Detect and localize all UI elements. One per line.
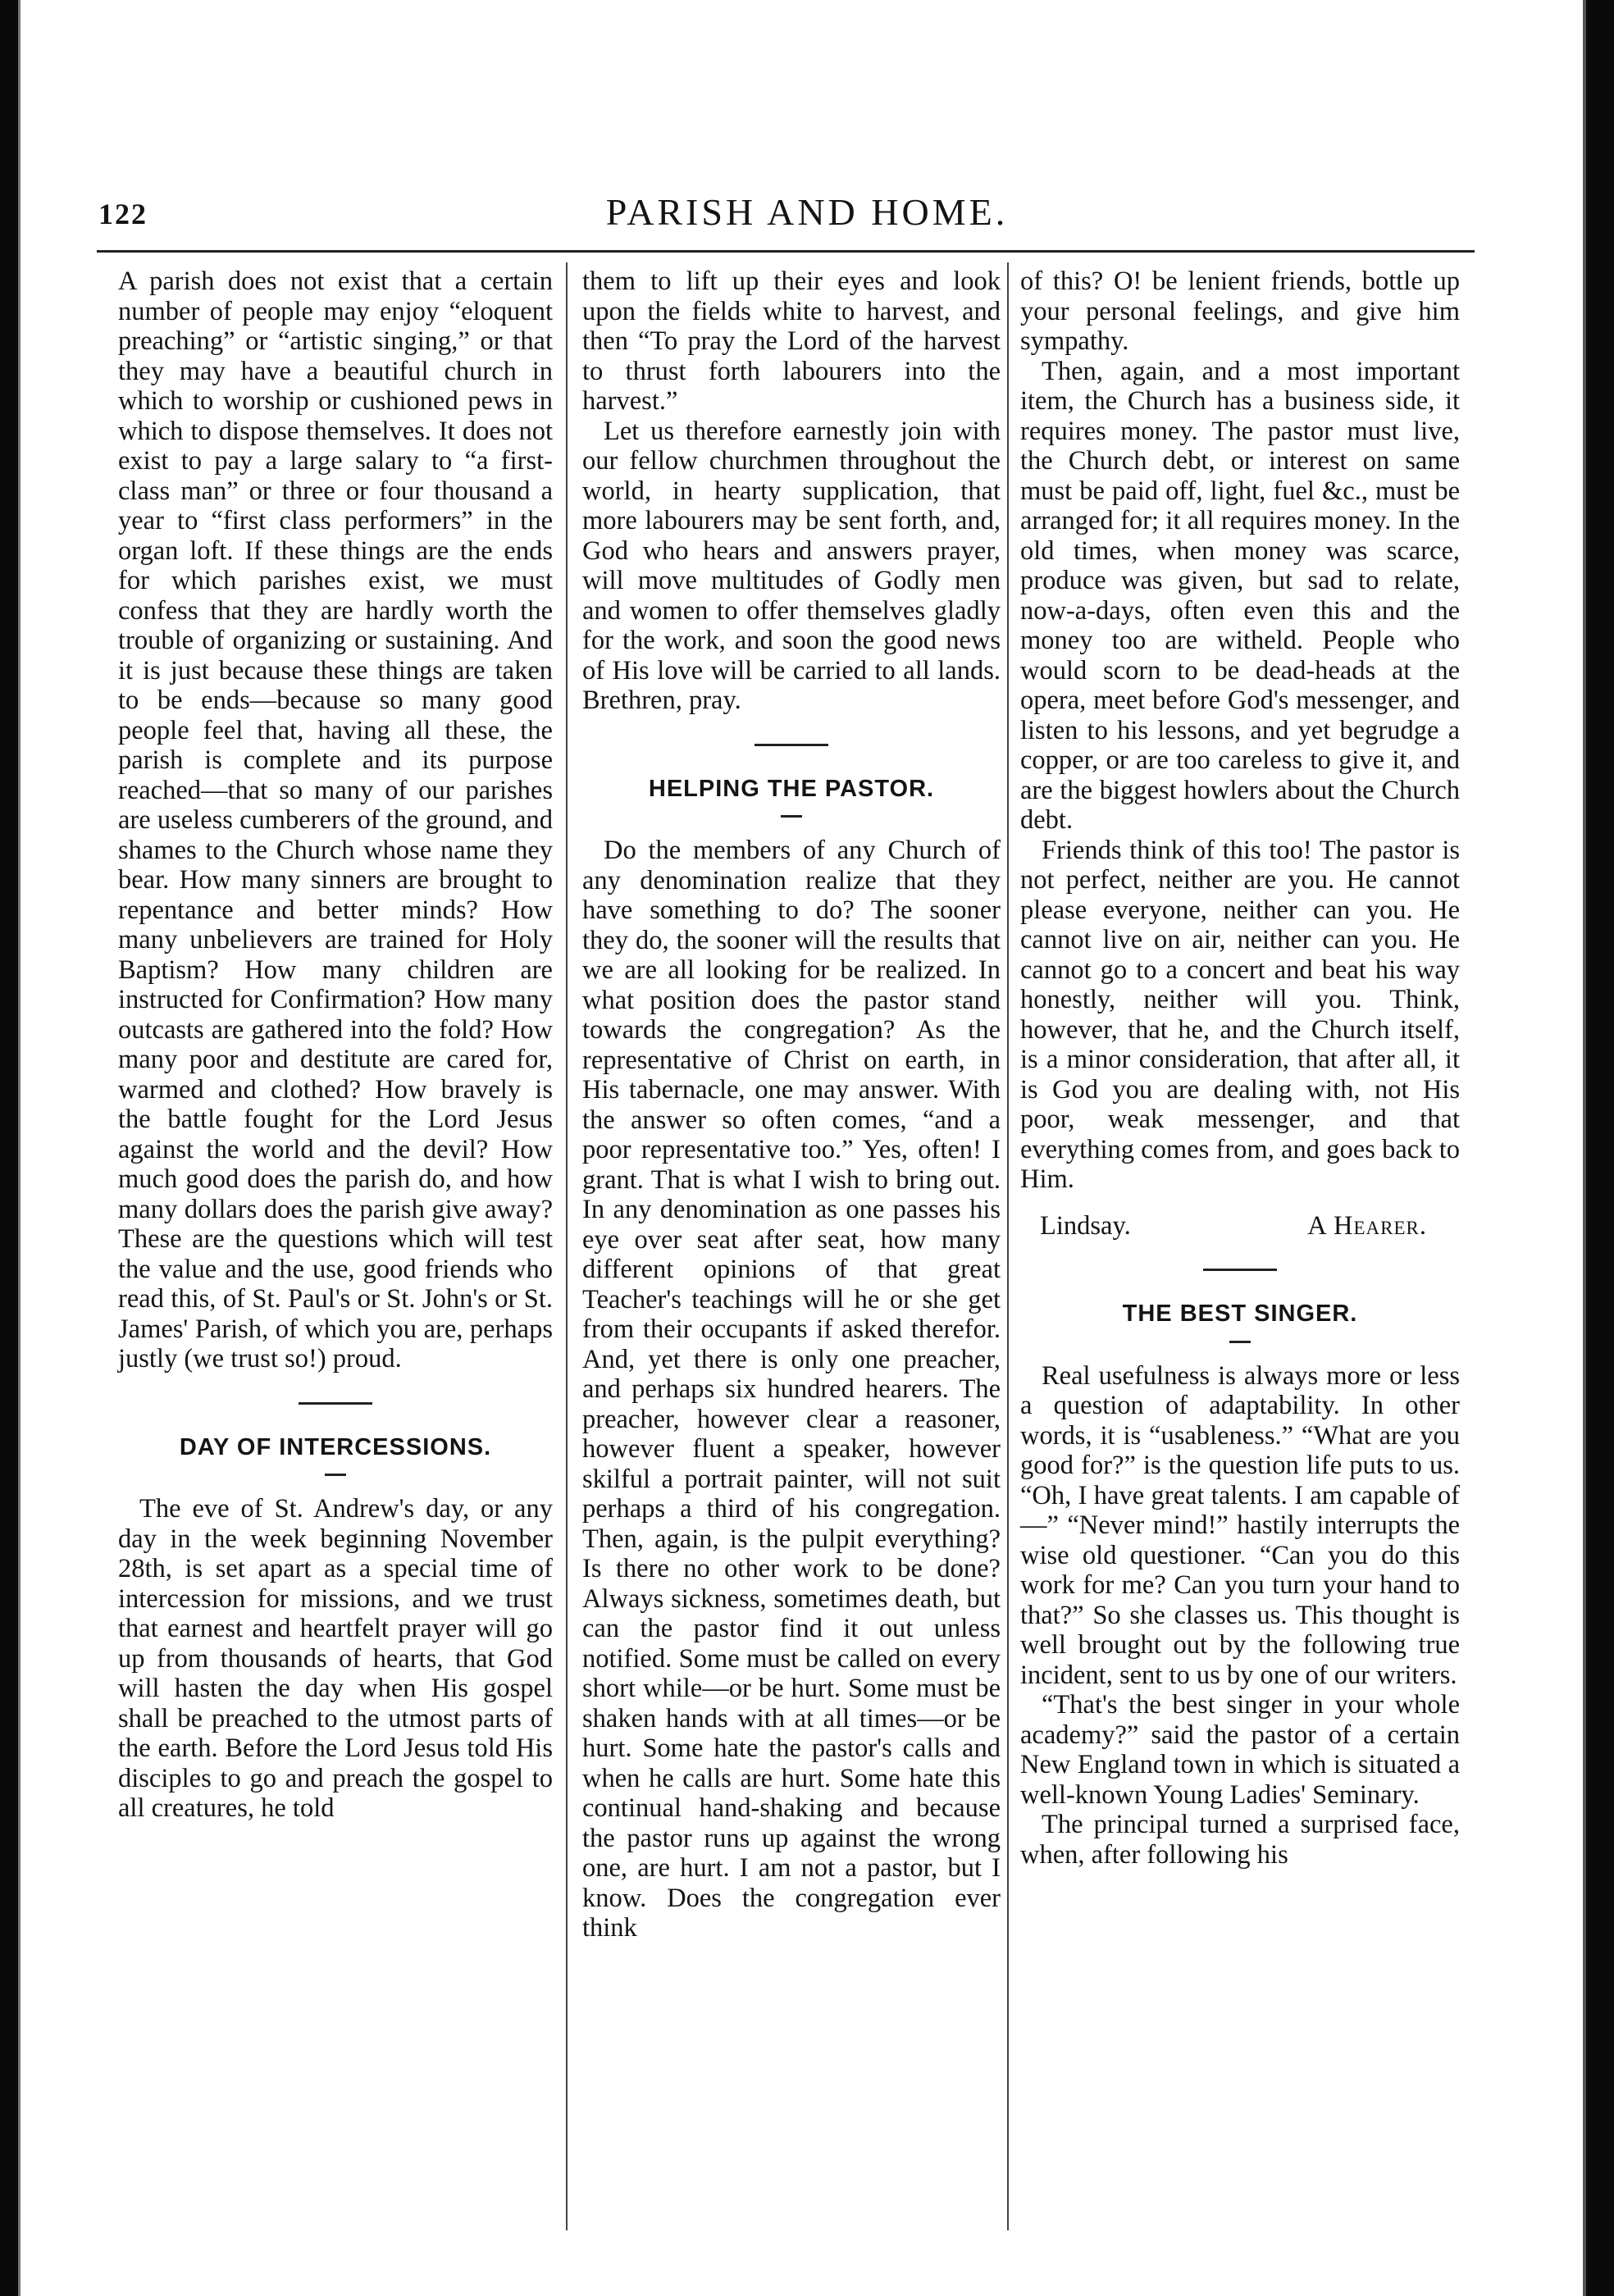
- article-paragraph: Friends think of this too! The pastor is not perfect, neither are you. He cannot please everyone, neither can you. He cannot live on air, neither can you. He cannot go to a concert and beat his way honestly, neither will you. Think, however, that he, and the Church itself, is a minor consideration, that after all, it is God you are dealing with, not His poor, weak messenger, and that everything comes from, and goes back to Him.: [1020, 835, 1460, 1194]
- article-paragraph: “That's the best singer in your whole academy?” said the pastor of a certain New England town in which is situated a well-known Young Ladies' Seminary.: [1020, 1690, 1460, 1810]
- article-heading-helping-pastor: HELPING THE PASTOR.: [648, 775, 935, 802]
- article-separator: [755, 744, 828, 746]
- scan-border-right-shade: [1583, 0, 1586, 2296]
- column-3: [1020, 266, 1460, 1870]
- article-paragraph: Then, again, and a most important item, the Church has a business side, it requires money. The pastor must live, the Church debt, or interest on same must be paid off, light, fuel &c., must be arranged for; it all requires money. In the old times, when money was scarce, produce was given, but sad to relate, now-a-days, often even this and the money too are witheld. People who would scorn to be dead-heads at the opera, meet before God's messenger, and listen to his lessons, and yet begrudge a copper, or are too careless to give it, and are the biggest howlers about the Church debt.: [1020, 356, 1460, 835]
- signature-line: [1040, 1211, 1460, 1241]
- article-paragraph: A parish does not exist that a certain number of people may enjoy “eloquent preaching” or “artistic singing,” or that they may have a beautiful church in which to worship or cushioned pews in which to dispose themselves. It does not exist to pay a large salary to “a first-class man” or three or four thousand a year to “first class performers” in the organ loft. If these things are the ends for which parishes exist, we must confess that they are hardly worth the trouble of organizing or sustaining. And it is just because these things are taken to be ends—because so many good people feel that, having all these, the parish is complete and its purpose reached—that so many of our parishes are useless cumberers of the ground, and shames to the Church whose name they bear. How many sinners are brought to repentance and better minds? How many unbelievers are trained for Holy Baptism? How many children are instructed for Confirmation? How many outcasts are gathered into the fold? How many poor and destitute are cared for, warmed and clothed? How bravely is the battle fought for the Lord Jesus against the world and the devil? How much good does the parish do, and how many dollars does the parish give away? These are the questions which will test the value and the use, good friends who read this, of St. Paul's or St. John's or St. James' Parish, of which you are, perhaps justly (we trust so!) proud.: [118, 266, 553, 1374]
- article-paragraph: them to lift up their eyes and look upon the fields white to harvest, and then “To pray the Lord of the harvest to thrust forth labourers into the harvest.”: [582, 266, 1001, 416]
- column-rule-2: [1007, 262, 1009, 2230]
- column-rule-1: [566, 262, 568, 2230]
- scan-border-right: [1586, 0, 1614, 2296]
- column-1: [118, 266, 553, 1824]
- scan-border-left: [0, 0, 18, 2296]
- header-rule: [97, 250, 1475, 253]
- heading-dash: [1229, 1341, 1251, 1343]
- page-number: 122: [98, 198, 148, 230]
- heading-dash: [781, 815, 802, 818]
- article-paragraph: of this? O! be lenient friends, bottle up your personal feelings, and give him sympathy.: [1020, 266, 1460, 356]
- article-separator: [299, 1402, 372, 1405]
- article-paragraph: Let us therefore earnestly join with our fellow churchmen throughout the world, in hearty supplication, that more labourers may be sent forth, and, God who hears and answers prayer, will move multitudes of Godly men and women to offer themselves gladly for the work, and soon the good news of His love will be carried to all lands. Brethren, pray.: [582, 416, 1001, 715]
- running-head: PARISH AND HOME.: [605, 191, 1009, 233]
- scan-border-left-shade: [18, 0, 21, 2296]
- column-2: [582, 266, 1001, 1943]
- heading-dash: [325, 1474, 346, 1476]
- article-paragraph: The principal turned a surprised face, when, after following his: [1020, 1810, 1460, 1870]
- article-paragraph: The eve of St. Andrew's day, or any day in the week beginning November 28th, is set apart as a special time of intercession for missions, and we trust that earnest and heartfelt prayer will go up from thousands of hearts, that God will hasten the day when His gospel shall be preached to the utmost parts of the earth. Before the Lord Jesus told His disciples to go and preach the gospel to all creatures, he told: [118, 1494, 553, 1823]
- signature-place: Lindsay.: [1040, 1210, 1131, 1241]
- article-heading-intercessions: DAY OF INTERCESSIONS.: [179, 1433, 492, 1460]
- article-separator: [1203, 1269, 1277, 1271]
- article-paragraph: Real usefulness is always more or less a question of adaptability. In other words, it is “usableness.” “What are you good for?” is the question life puts to us. “Oh, I have great talents. I am capable of—” “Never mind!” hastily interrupts the wise old questioner. “Can you do this work for me? Can you turn your hand to that?” So she classes us. This thought is well brought out by the following true incident, sent to us by one of our writers.: [1020, 1360, 1460, 1690]
- article-heading-best-singer: THE BEST SINGER.: [1122, 1301, 1358, 1327]
- signature-name: A Hearer.: [1307, 1210, 1427, 1241]
- article-paragraph: Do the members of any Church of any denomination realize that they have something to do? The sooner they do, the sooner will the results that we are all looking for be realized. In what position does the pastor stand towards the congregation? As the representative of Christ on earth, in His tabernacle, one may answer. With the answer so often comes, “and a poor representative too.” Yes, often! I grant. That is what I wish to bring out. In any denomination as one passes his eye over seat after seat, how many different opinions of that great Teacher's teachings will he or she get from their occupants if asked therefor. And, yet there is only one preacher, and perhaps six hundred hearers. The preacher, however clear a reasoner, however fluent a speaker, however skilful a portrait painter, will not suit perhaps a third of his congregation. Then, again, is the pulpit everything? Is there no other work to be done? Always sickness, sometimes death, but can the pastor find it out unless notified. Some must be called on every short while—or be hurt. Some must be shaken hands with at all times—or be hurt. Some hate the pastor's calls and when he calls are hurt. Some hate this continual hand-shaking and because the pastor runs up against the wrong one, are hurt. I am not a pastor, but I know. Does the congregation ever think: [582, 836, 1001, 1943]
